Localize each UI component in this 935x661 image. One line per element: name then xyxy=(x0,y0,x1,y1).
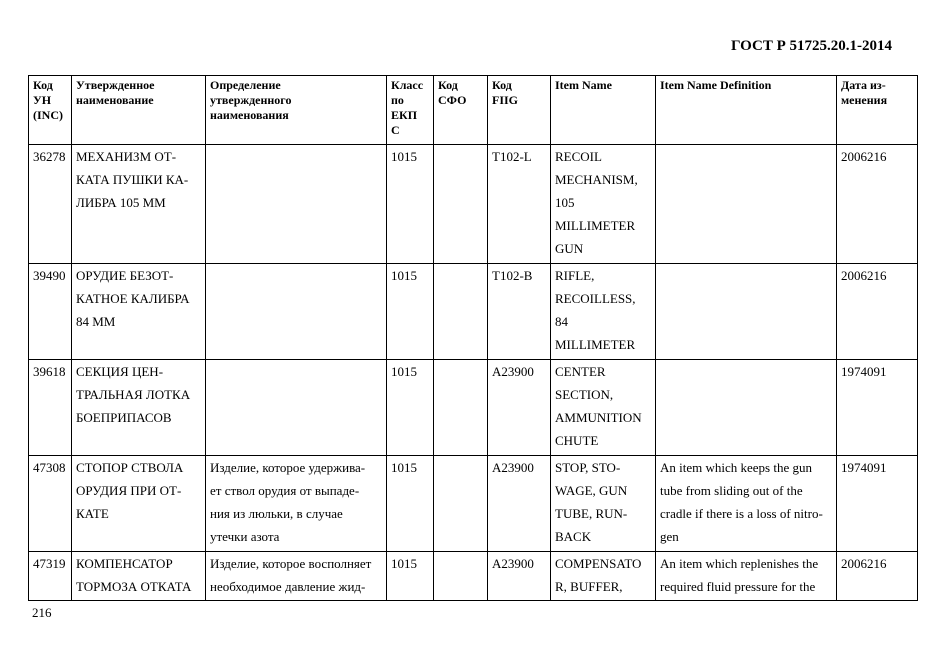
table-header-row xyxy=(29,76,918,145)
cell-name-definition: Изделие, которое восполняет необходимое давление жид- xyxy=(206,552,387,601)
column-header-fiig: Код FIIG xyxy=(488,76,551,145)
cell-name-definition: Изделие, которое удержива- ет ствол орудия от выпаде- ния из люльки, в случае утечки азота xyxy=(206,456,387,552)
cell-approved-name: СТОПОР СТВОЛА ОРУДИЯ ПРИ ОТ- КАТЕ xyxy=(72,456,206,552)
cell-inc: 39490 xyxy=(29,264,72,360)
cell-approved-name: ОРУДИЕ БЕЗОТ- КАТНОЕ КАЛИБРА 84 ММ xyxy=(72,264,206,360)
cell-change-date: 2006216 xyxy=(837,145,918,264)
cell-item-name-definition xyxy=(656,145,837,264)
table-row xyxy=(29,456,918,552)
column-header-inc: Код УН (INC) xyxy=(29,76,72,145)
cell-sfo xyxy=(434,264,488,360)
column-header-sfo: Код СФО xyxy=(434,76,488,145)
cell-approved-name: МЕХАНИЗМ ОТ- КАТА ПУШКИ КА- ЛИБРА 105 ММ xyxy=(72,145,206,264)
cell-class: 1015 xyxy=(387,360,434,456)
cell-item-name-definition: An item which keeps the gun tube from sliding out of the cradle if there is a loss of nitro- gen xyxy=(656,456,837,552)
cell-sfo xyxy=(434,552,488,601)
cell-inc: 39618 xyxy=(29,360,72,456)
cell-change-date: 2006216 xyxy=(837,552,918,601)
cell-change-date: 2006216 xyxy=(837,264,918,360)
cell-fiig: A23900 xyxy=(488,360,551,456)
cell-name-definition xyxy=(206,145,387,264)
cell-change-date: 1974091 xyxy=(837,360,918,456)
cell-class: 1015 xyxy=(387,552,434,601)
cell-fiig: A23900 xyxy=(488,456,551,552)
cell-name-definition xyxy=(206,360,387,456)
cell-item-name-definition xyxy=(656,264,837,360)
column-header-item-name-definition: Item Name Definition xyxy=(656,76,837,145)
cell-sfo xyxy=(434,456,488,552)
column-header-item-name: Item Name xyxy=(551,76,656,145)
cell-name-definition xyxy=(206,264,387,360)
cell-sfo xyxy=(434,360,488,456)
column-header-name-definition: Определение утвержденного наименования xyxy=(206,76,387,145)
cell-item-name: RECOIL MECHANISM, 105 MILLIMETER GUN xyxy=(551,145,656,264)
cell-inc: 36278 xyxy=(29,145,72,264)
cell-fiig: A23900 xyxy=(488,552,551,601)
column-header-approved-name: Утвержденное наименование xyxy=(72,76,206,145)
cell-class: 1015 xyxy=(387,264,434,360)
cell-fiig: T102-L xyxy=(488,145,551,264)
cell-item-name: STOP, STO- WAGE, GUN TUBE, RUN- BACK xyxy=(551,456,656,552)
cell-item-name: RIFLE, RECOILLESS, 84 MILLIMETER xyxy=(551,264,656,360)
table-row xyxy=(29,145,918,264)
column-header-class: Класс по ЕКП С xyxy=(387,76,434,145)
cell-inc: 47319 xyxy=(29,552,72,601)
table-row xyxy=(29,264,918,360)
items-table xyxy=(28,75,918,601)
cell-fiig: T102-B xyxy=(488,264,551,360)
cell-class: 1015 xyxy=(387,145,434,264)
cell-change-date: 1974091 xyxy=(837,456,918,552)
document-standard-header: ГОСТ Р 51725.20.1-2014 xyxy=(730,38,892,54)
cell-sfo xyxy=(434,145,488,264)
cell-item-name: COMPENSATO R, BUFFER, xyxy=(551,552,656,601)
cell-item-name-definition: An item which replenishes the required fluid pressure for the xyxy=(656,552,837,601)
column-header-change-date: Дата из- менения xyxy=(837,76,918,145)
page-number: 216 xyxy=(32,605,52,620)
table-row xyxy=(29,360,918,456)
cell-approved-name: КОМПЕНСАТОР ТОРМОЗА ОТКАТА xyxy=(72,552,206,601)
cell-item-name-definition xyxy=(656,360,837,456)
cell-approved-name: СЕКЦИЯ ЦЕН- ТРАЛЬНАЯ ЛОТКА БОЕПРИПАСОВ xyxy=(72,360,206,456)
table-row xyxy=(29,552,918,601)
cell-class: 1015 xyxy=(387,456,434,552)
cell-inc: 47308 xyxy=(29,456,72,552)
cell-item-name: CENTER SECTION, AMMUNITION CHUTE xyxy=(551,360,656,456)
